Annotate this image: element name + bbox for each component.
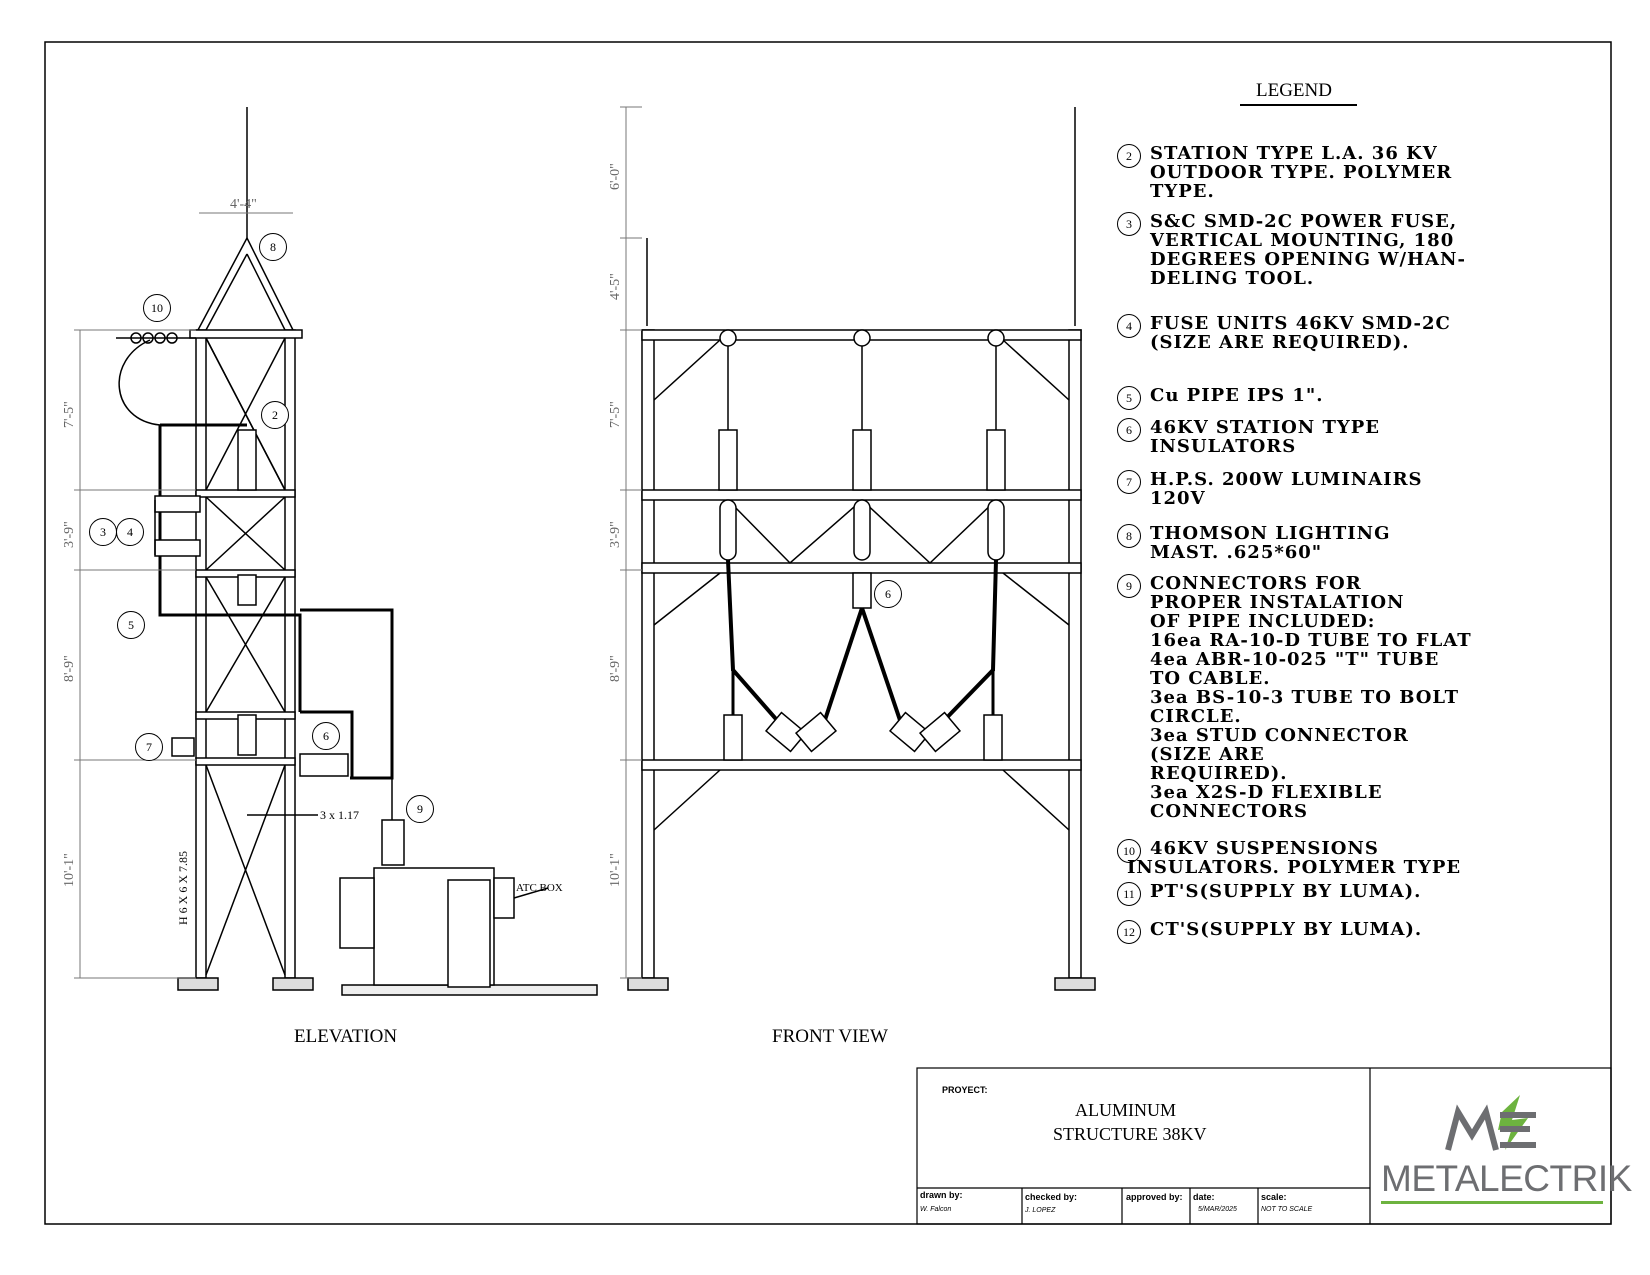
dim-elev-10-1: 10'-1" — [62, 853, 77, 887]
legend-item-9-line: CIRCLE. — [1150, 706, 1242, 727]
legend-item-11-line: PT'S(SUPPLY BY LUMA). — [1150, 881, 1422, 902]
column-annotation: H 6 X 6 X 7.85 — [176, 851, 190, 925]
legend-item-9-line: (SIZE ARE — [1150, 744, 1265, 765]
legend-item-9-line: 16ea RA-10-D TUBE TO FLAT — [1150, 630, 1472, 651]
dim-top-width: 4'-4" — [230, 197, 257, 212]
legend-number-6: 6 — [1117, 418, 1141, 442]
legend-item-9-line: OF PIPE INCLUDED: — [1150, 611, 1376, 632]
dim-front-mast-lower: 4'-5" — [608, 273, 623, 300]
legend-number-7: 7 — [1117, 470, 1141, 494]
dim-elev-3-9: 3'-9" — [62, 521, 77, 548]
scale-label: scale: — [1261, 1192, 1287, 1202]
legend-number-2: 2 — [1117, 144, 1141, 168]
drawn-label: drawn by: — [920, 1190, 963, 1200]
legend-number-12: 12 — [1117, 920, 1141, 944]
legend-number-5: 5 — [1117, 386, 1141, 410]
legend-item-9-line: PROPER INSTALATION — [1150, 592, 1405, 613]
callout-8: 8 — [259, 233, 287, 261]
legend-item-2-line: STATION TYPE L.A. 36 KV — [1150, 143, 1438, 164]
legend-item-3-line: DEGREES OPENING W/HAN- — [1150, 249, 1466, 270]
legend-item-5-line: Cu PIPE IPS 1". — [1150, 385, 1324, 406]
callout-front-6: 6 — [874, 580, 902, 608]
callout-4: 4 — [116, 518, 144, 546]
legend-number-3: 3 — [1117, 212, 1141, 236]
legend-item-9-line: CONNECTORS — [1150, 801, 1308, 822]
atc-box-label: ATC BOX — [516, 882, 563, 894]
callout-10: 10 — [143, 294, 171, 322]
legend-item-9-line: 4ea ABR-10-025 "T" TUBE — [1150, 649, 1440, 670]
scale-value: NOT TO SCALE — [1261, 1206, 1313, 1213]
legend-number-8: 8 — [1117, 524, 1141, 548]
logo-underline — [1381, 1201, 1603, 1204]
callout-7: 7 — [135, 733, 163, 761]
legend-item-9-line: 3ea X2S-D FLEXIBLE — [1150, 782, 1383, 803]
checked-value: J. LOPEZ — [1025, 1207, 1056, 1214]
legend-item-2-line: OUTDOOR TYPE. POLYMER — [1150, 162, 1453, 183]
legend-title: LEGEND — [1256, 80, 1332, 101]
legend-item-2-line: TYPE. — [1150, 181, 1215, 202]
legend-item-9-line: CONNECTORS FOR — [1150, 573, 1362, 594]
date-value: 5/MAR/2025 — [1198, 1206, 1237, 1213]
dim-front-10-1: 10'-1" — [608, 853, 623, 887]
legend-item-10-line: INSULATORS. POLYMER TYPE — [1127, 857, 1462, 878]
project-title-line1: ALUMINUM — [1075, 1100, 1176, 1120]
logo-text-ectrik: ECTRIK — [1499, 1158, 1632, 1199]
callout-9: 9 — [406, 795, 434, 823]
callout-3: 3 — [89, 518, 117, 546]
legend-item-4-line: (SIZE ARE REQUIRED). — [1150, 332, 1410, 353]
legend-item-9-line: REQUIRED). — [1150, 763, 1288, 784]
dim-front-3-9: 3'-9" — [608, 521, 623, 548]
dim-front-8-9: 8'-9" — [608, 655, 623, 682]
legend-item-12-line: CT'S(SUPPLY BY LUMA). — [1150, 919, 1423, 940]
logo-mark — [1448, 1095, 1536, 1150]
legend-item-6-line: INSULATORS — [1150, 436, 1297, 457]
checked-label: checked by: — [1025, 1192, 1078, 1202]
dim-elev-8-9: 8'-9" — [62, 655, 77, 682]
approved-label: approved by: — [1126, 1192, 1183, 1202]
legend-number-4: 4 — [1117, 314, 1141, 338]
date-label: date: — [1193, 1192, 1215, 1202]
callout-6: 6 — [312, 722, 340, 750]
member-annotation: 3 x 1.17 — [320, 808, 359, 822]
legend-item-7-line: H.P.S. 200W LUMINAIRS — [1150, 469, 1423, 490]
callout-2: 2 — [261, 401, 289, 429]
dim-front-mast: 6'-0" — [608, 163, 623, 190]
legend-item-3-line: S&C SMD-2C POWER FUSE, — [1150, 211, 1458, 232]
logo-text — [1381, 1158, 1632, 1200]
legend-number-10: 10 — [1117, 839, 1141, 863]
legend-item-3-line: DELING TOOL. — [1150, 268, 1315, 289]
elevation-label: ELEVATION — [294, 1026, 398, 1047]
front-structure — [628, 107, 1095, 990]
legend-item-7-line: 120V — [1150, 488, 1206, 509]
callout-5: 5 — [117, 611, 145, 639]
drawn-value: W. Falcon — [920, 1206, 952, 1213]
legend-item-9-line: TO CABLE. — [1150, 668, 1271, 689]
legend-item-9-line: 3ea BS-10-3 TUBE TO BOLT — [1150, 687, 1460, 708]
dim-front-7-5: 7'-5" — [608, 401, 623, 428]
project-label: PROYECT: — [942, 1085, 988, 1095]
logo-text-metal: METAL — [1381, 1158, 1500, 1199]
legend-item-6-line: 46KV STATION TYPE — [1150, 417, 1381, 438]
legend-item-4-line: FUSE UNITS 46KV SMD-2C — [1150, 313, 1451, 334]
front-view-label: FRONT VIEW — [772, 1026, 888, 1047]
legend-item-8-line: THOMSON LIGHTING — [1150, 523, 1391, 544]
legend-item-9-line: 3ea STUD CONNECTOR — [1150, 725, 1409, 746]
legend-item-3-line: VERTICAL MOUNTING, 180 — [1150, 230, 1455, 251]
dim-elev-7-5: 7'-5" — [62, 401, 77, 428]
legend-item-10-line: 46KV SUSPENSIONS — [1150, 838, 1379, 859]
legend-number-11: 11 — [1117, 882, 1141, 906]
legend-number-9: 9 — [1117, 574, 1141, 598]
legend-item-8-line: MAST. .625*60" — [1150, 542, 1323, 563]
project-title-line2: STRUCTURE 38KV — [1053, 1124, 1207, 1144]
